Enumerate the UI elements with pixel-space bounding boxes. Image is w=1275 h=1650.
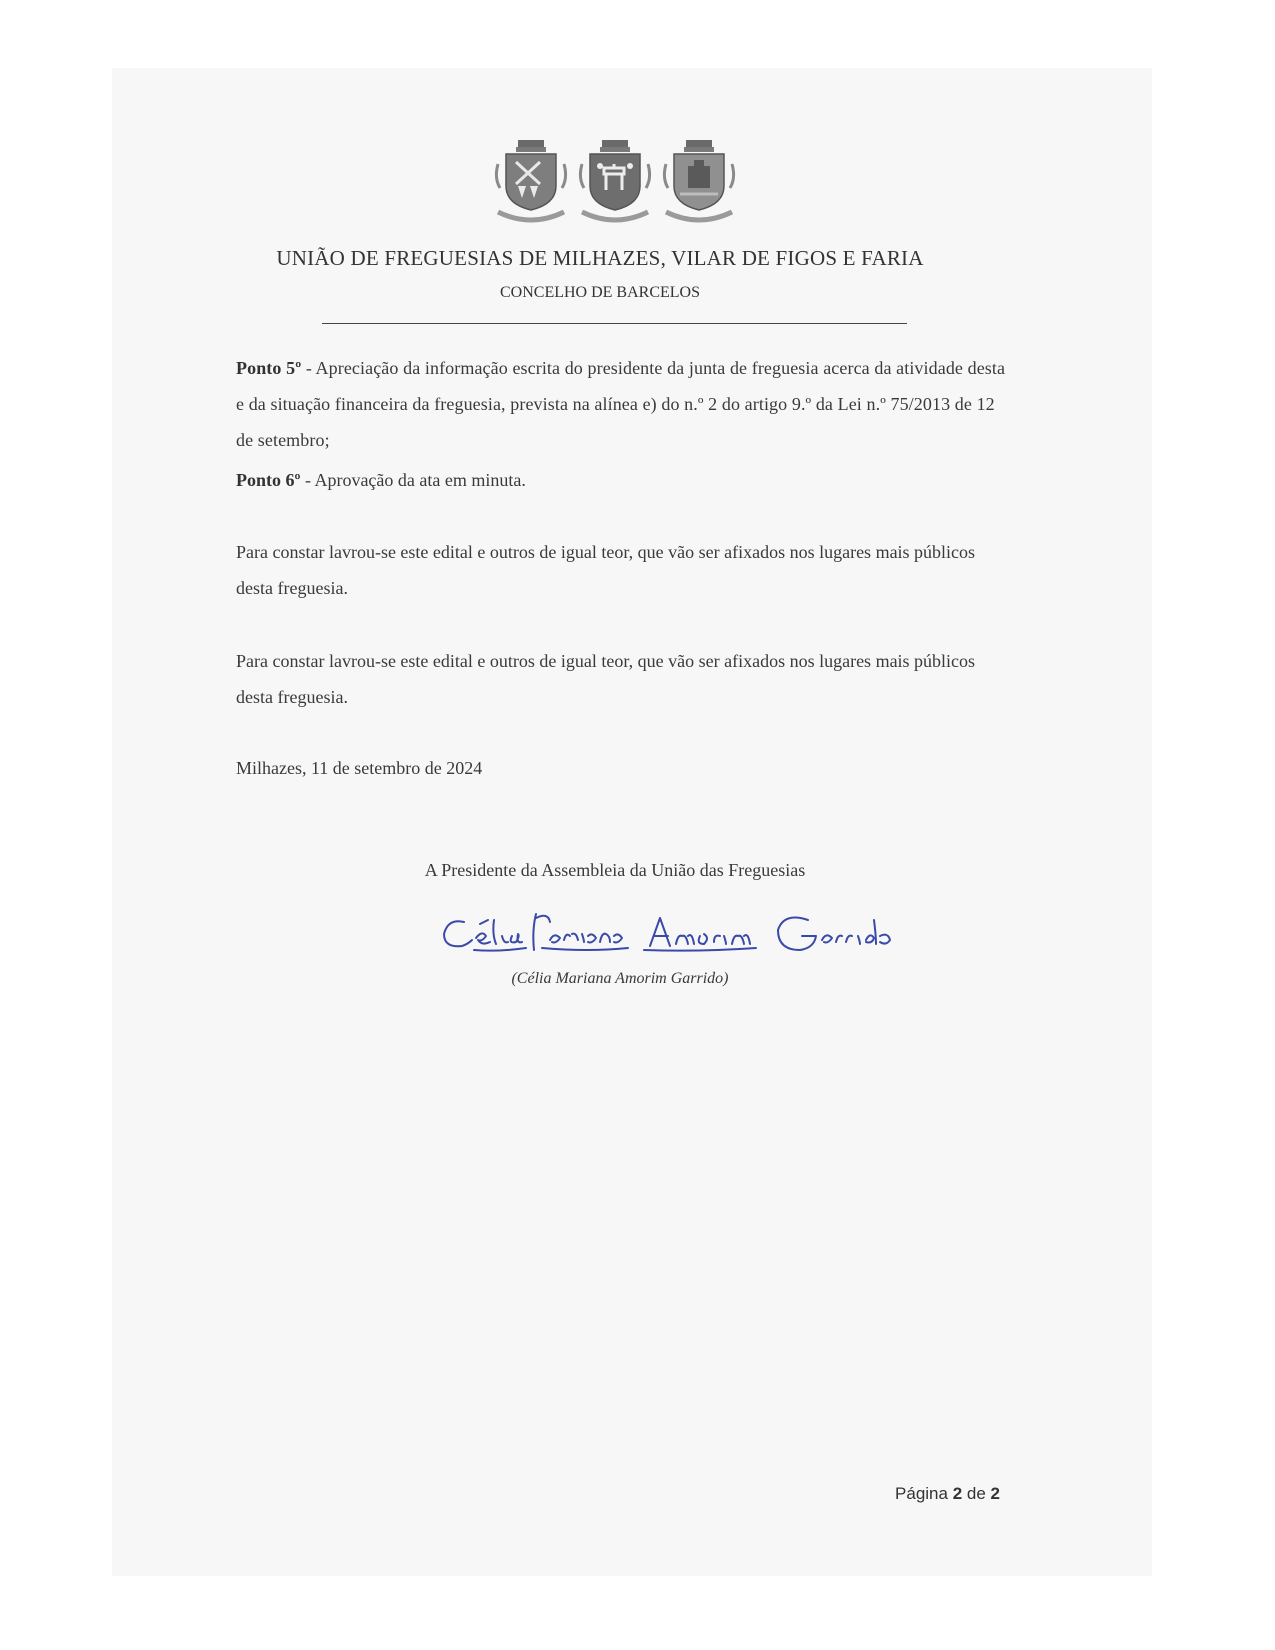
agenda-item-5 bbox=[236, 350, 1006, 458]
crest-milhazes-icon bbox=[490, 138, 572, 228]
signer-printed-name: (Célia Mariana Amorim Garrido) bbox=[511, 970, 729, 987]
header-divider bbox=[322, 323, 907, 324]
page-number bbox=[880, 1484, 1000, 1504]
agenda-item-6-label: Ponto 6º bbox=[236, 470, 301, 490]
agenda-item-6 bbox=[236, 462, 1006, 498]
date-line: Milhazes, 11 de setembro de 2024 bbox=[236, 758, 483, 778]
closing-paragraph-repeat: Para constar lavrou-se este edital e outros de igual teor, que vão ser afixados nos lugares mais públicos desta freguesia. bbox=[236, 651, 976, 707]
handwritten-signature bbox=[438, 906, 928, 968]
page-number-separator: de bbox=[962, 1484, 991, 1503]
crest-faria-icon bbox=[658, 138, 740, 228]
page-number-current: 2 bbox=[952, 1484, 963, 1503]
crests-header bbox=[490, 138, 740, 228]
page-number-total: 2 bbox=[990, 1484, 1000, 1503]
page-number-prefix: Página bbox=[895, 1484, 953, 1503]
crest-vilar-de-figos-icon bbox=[574, 138, 656, 228]
organization-subtitle: CONCELHO DE BARCELOS bbox=[499, 284, 700, 301]
signer-role: A Presidente da Assembleia da União das Freguesias bbox=[424, 860, 806, 880]
agenda-item-5-label: Ponto 5º bbox=[236, 358, 302, 378]
agenda-item-6-text: - Aprovação da ata em minuta. bbox=[300, 470, 526, 490]
agenda-item-5-text: - Apreciação da informação escrita do presidente da junta de freguesia acerca da atividade desta e da situação financeira da freguesia, prevista na alínea e) do n.º 2 do artigo 9.º da Lei n.º 75/2013 de 12 de setembro; bbox=[236, 358, 1006, 450]
closing-paragraph: Para constar lavrou-se este edital e outros de igual teor, que vão ser afixados nos lugares mais públicos desta freguesia. bbox=[236, 542, 976, 598]
organization-title: UNIÃO DE FREGUESIAS DE MILHAZES, VILAR DE FIGOS E FARIA bbox=[276, 246, 924, 270]
